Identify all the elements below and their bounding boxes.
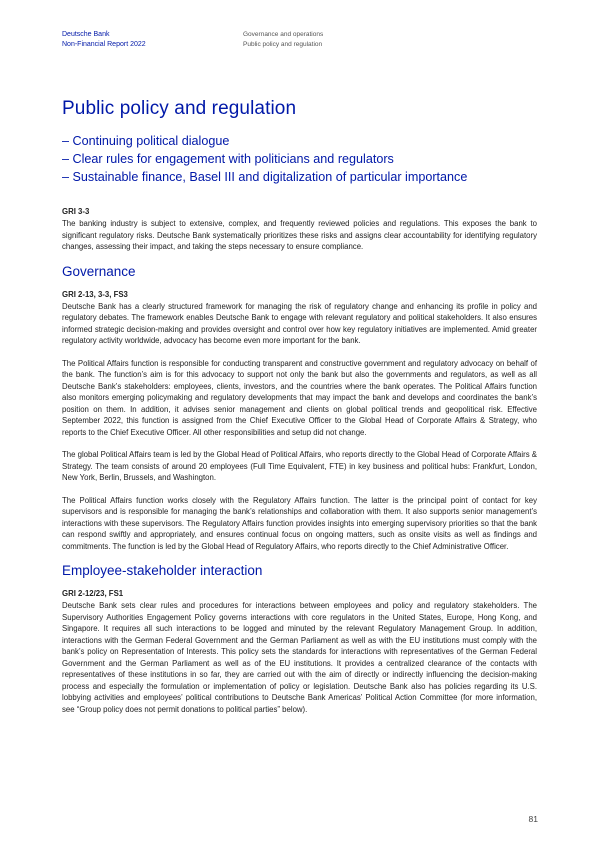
governance-paragraph: The global Political Affairs team is led by the Global Head of Political Affairs, who reports directly to the Global Head of Corporate Affairs & Strategy. The team consists of around 20 employees (Full Time Equivalent, FTE) in key business and political hubs: Frankfurt, London, New York, Berlin, Brussels, and Washington. bbox=[62, 450, 537, 482]
key-points-list bbox=[62, 132, 542, 186]
section-heading-governance: Governance bbox=[62, 263, 136, 279]
employee-paragraph: Deutsche Bank sets clear rules and procedures for interactions between employees and policy and regulatory stakeholders. The Supervisory Authorities Engagement Policy governs interactions with core regulators in the United States, Europe, Hong Kong, and Singapore. It requires all such interactions to be logged and minuted by the relevant Regulatory Management Group. In addition, interactions with the German Federal Government and the German Parliament as well as with the EU institutions must comply with the bank’s policy on Representation of Interests. This policy sets the standards for interactions with representatives of the German Federal Government and the German Parliament as well as of the EU institutions. It provides a centralized clearance of the contacts with representatives of these institutions in so far, they are carried out with the aim of directly or indirectly influencing the decision-making process and especially the formulation or implementation of policy or legislation. Deutsche Bank also has policies regarding its U.S. lobbying activities and employees’ political contributions to Deutsche Bank Americas’ Political Action Committee (for more information, see “Group policy does not permit donations to political parties” below). bbox=[62, 601, 537, 714]
company-name: Deutsche Bank bbox=[62, 31, 110, 38]
gri-reference: GRI 2-13, 3-3, FS3 bbox=[62, 289, 128, 299]
governance-paragraph: The Political Affairs function is responsible for conducting transparent and constructive government and regulatory advocacy on behalf of the bank. The function’s aim is for this advocacy to support not only the bank but also the governments and regulators, as well as all Deutsche Bank’s stakeholders: employees, clients, investors, and the countries where the bank operates. The Political Affairs function also monitors emerging policymaking and regulatory developments that may impact the bank and develops and coordinates the bank’s position on them. In addition, it advises senior management and clients on global political trends and geopolitical risk. Effective September 2022, this function is assigned from the Chief Executive Officer to the Global Head of Corporate Affairs & Strategy, who reports to the Chief Executive Officer. All other responsibilities and setup did not change. bbox=[62, 358, 537, 437]
main-content bbox=[62, 207, 537, 726]
subsection-name: Public policy and regulation bbox=[243, 40, 323, 48]
governance-paragraph: The Political Affairs function works closely with the Regulatory Affairs function. The latter is the principal point of contact for key supervisors and is responsible for managing the bank’s relationships and collaboration with them. It also supports senior management’s interactions with these supervisors. The Regulatory Affairs function provides insights into emerging supervisory priorities so that the bank can respond swiftly and appropriately, and ensures continual focus on ongoing matters, such as onsite visits as well as findings and commitments. The function is led by the Global Head of Regulatory Affairs, who reports directly to the Chief Administrative Officer. bbox=[62, 495, 537, 551]
key-point: – Clear rules for engagement with politicians and regulators bbox=[62, 152, 394, 166]
page-title: Public policy and regulation bbox=[62, 98, 297, 119]
header-right bbox=[243, 30, 323, 49]
key-point: – Sustainable finance, Basel III and digitalization of particular importance bbox=[62, 170, 468, 184]
report-name: Non-Financial Report 2022 bbox=[62, 40, 146, 48]
gri-reference: GRI 2-12/23, FS1 bbox=[62, 589, 124, 598]
section-heading-employee-stakeholder: Employee-stakeholder interaction bbox=[62, 563, 263, 578]
governance-paragraph: Deutsche Bank has a clearly structured framework for managing the risk of regulatory change and enhancing its profile in policy and regulatory debates. The framework enables Deutsche Bank to engage with relevant regulatory and political stakeholders. It also ensures informed strategic decision-making and provides oversight and control over how key regulatory initiatives are implemented. Amid greater regulatory activity worldwide, advocacy has become even more important for the bank. bbox=[62, 301, 537, 345]
section-name: Governance and operations bbox=[243, 31, 324, 38]
header-left bbox=[62, 30, 146, 49]
page-number: 81 bbox=[528, 814, 538, 824]
page-header bbox=[62, 30, 538, 52]
gri-reference: GRI 3-3 bbox=[62, 207, 90, 216]
intro-paragraph: The banking industry is subject to extensive, complex, and frequently reviewed policies and regulations. This exposes the bank to significant regulatory risks. Deutsche Bank systematically prioritizes these risks and assigns clear accountability for identifying regulatory changes, assessing their impact, and taking the steps necessary to ensure compliance. bbox=[62, 219, 537, 251]
key-point: – Continuing political dialogue bbox=[62, 134, 230, 148]
